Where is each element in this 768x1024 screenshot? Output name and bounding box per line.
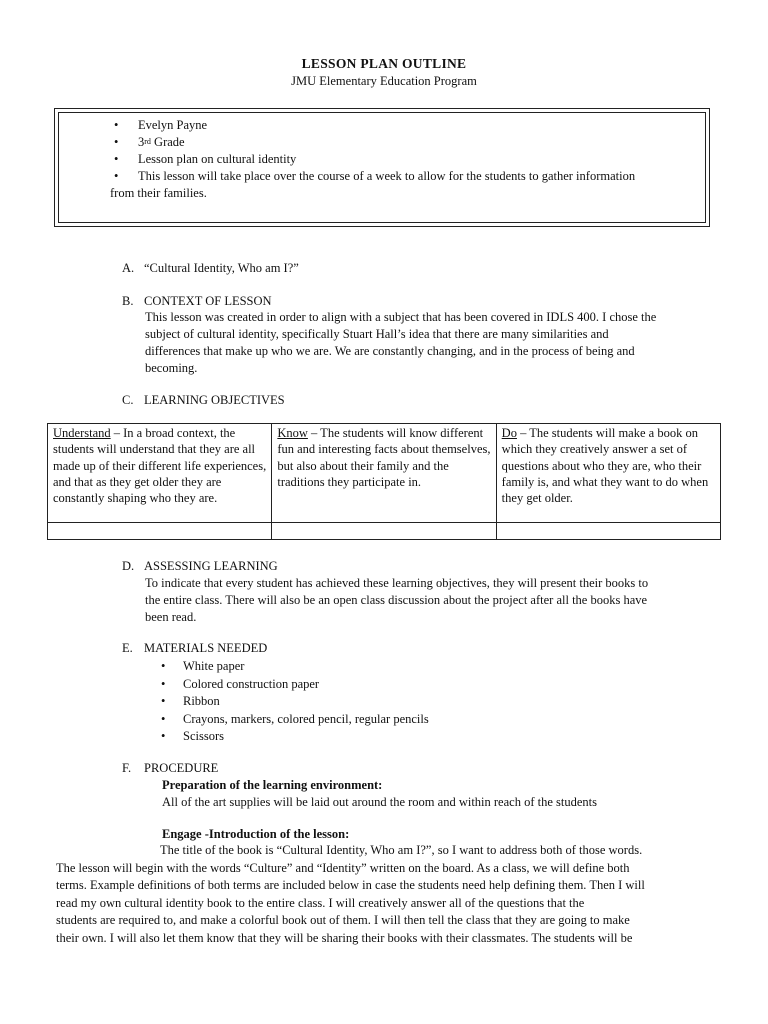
understand-cell bbox=[48, 424, 272, 523]
bullet-icon: • bbox=[161, 659, 166, 673]
document-title: LESSON PLAN OUTLINE bbox=[301, 56, 467, 71]
paragraph-line: their own. I will also let them know that they will be sharing their books with their classmates. The students will be bbox=[56, 930, 633, 945]
grade-suffix: rd bbox=[144, 137, 151, 146]
paragraph-line: been read. bbox=[145, 610, 197, 624]
bullet-icon: • bbox=[161, 729, 166, 744]
author-name: Evelyn Payne bbox=[138, 118, 208, 132]
section-b-paragraph bbox=[145, 309, 715, 377]
info-box bbox=[54, 108, 710, 227]
topic-item bbox=[114, 152, 297, 167]
bullet-icon: • bbox=[114, 118, 119, 132]
duration-item bbox=[114, 169, 636, 184]
bullet-icon: • bbox=[114, 169, 119, 183]
bullet-icon: • bbox=[161, 676, 166, 691]
section-f-title: PROCEDURE bbox=[144, 761, 219, 775]
do-text: – The students will make a book on which they creatively answer a set of questions about who they are, who their family is, and what they want to do when they get older. bbox=[501, 426, 709, 506]
duration-line-2: from their families. bbox=[110, 186, 207, 200]
bullet-icon: • bbox=[161, 711, 166, 726]
material-label: Crayons, markers, colored pencil, regular pencils bbox=[183, 711, 429, 726]
document-subtitle: JMU Elementary Education Program bbox=[291, 74, 477, 88]
section-d-heading bbox=[122, 559, 278, 574]
section-d-paragraph bbox=[145, 575, 715, 626]
list-item bbox=[161, 676, 429, 694]
paragraph-line: students are required to, and make a colorful book out of them. I will then tell the class that they are going to make bbox=[56, 913, 630, 928]
topic-text: Lesson plan on cultural identity bbox=[138, 152, 297, 166]
list-item bbox=[161, 658, 429, 676]
do-cell bbox=[496, 424, 720, 523]
section-f-heading bbox=[122, 761, 218, 776]
paragraph-line: To indicate that every student has achieved these learning objectives, they will present their books to bbox=[145, 576, 649, 590]
know-text: – The students will know different fun and interesting facts about themselves, but also about their family and the traditions they participate in. bbox=[277, 426, 491, 489]
paragraph-line: read my own cultural identity book to the entire class. I will creatively answer all of the questions that the bbox=[56, 895, 585, 910]
material-label: Colored construction paper bbox=[183, 676, 320, 691]
bullet-icon: • bbox=[114, 135, 119, 149]
section-e-title: MATERIALS NEEDED bbox=[144, 641, 268, 655]
know-cell bbox=[272, 424, 496, 523]
section-a-title: “Cultural Identity, Who am I?” bbox=[144, 261, 299, 275]
author-item bbox=[114, 118, 208, 133]
material-label: White paper bbox=[183, 659, 245, 673]
grade-item bbox=[114, 135, 185, 150]
engage-paragraph bbox=[56, 860, 716, 947]
list-item bbox=[161, 728, 429, 746]
duration-line-1: This lesson will take place over the course of a week to allow for the students to gather information bbox=[138, 169, 636, 183]
section-letter: E. bbox=[122, 641, 133, 655]
engage-heading: Engage -Introduction of the lesson: bbox=[162, 827, 350, 841]
paragraph-line: becoming. bbox=[145, 361, 198, 375]
paragraph-line: terms. Example definitions of both terms are included below in case the students need help defining them. Then I will bbox=[56, 878, 645, 893]
section-letter: C. bbox=[122, 393, 134, 407]
section-c-heading bbox=[122, 393, 285, 408]
bullet-icon: • bbox=[161, 694, 166, 709]
learning-objectives-table bbox=[47, 423, 721, 540]
paragraph-line: the entire class. There will also be an open class discussion about the project after all the books have bbox=[145, 593, 648, 607]
table-row bbox=[48, 523, 721, 540]
paragraph-line: The lesson will begin with the words “Culture” and “Identity” written on the board. As a class, we will define both bbox=[56, 861, 630, 875]
know-label: Know bbox=[277, 426, 308, 440]
do-label: Do bbox=[501, 426, 517, 440]
understand-text: – In a broad context, the students will understand that they are all made up of their different life experiences, and that as they get older they are constantly shaping who they are. bbox=[53, 426, 267, 506]
paragraph-line: differences that make up who we are. We are constantly changing, and in the process of being and bbox=[145, 344, 635, 358]
section-a-heading bbox=[122, 261, 299, 276]
section-c-title: LEARNING OBJECTIVES bbox=[144, 393, 285, 407]
section-letter: A. bbox=[122, 261, 135, 275]
list-item bbox=[161, 693, 429, 711]
understand-label: Understand bbox=[53, 426, 111, 440]
section-letter: B. bbox=[122, 294, 134, 308]
bullet-icon: • bbox=[114, 152, 119, 166]
preparation-text: All of the art supplies will be laid out around the room and within reach of the students bbox=[162, 795, 597, 809]
material-label: Scissors bbox=[183, 729, 224, 744]
table-row bbox=[48, 424, 721, 523]
section-b-title: CONTEXT OF LESSON bbox=[144, 294, 272, 308]
materials-list bbox=[161, 658, 429, 746]
section-b-heading bbox=[122, 294, 272, 309]
paragraph-line: subject of cultural identity, specifically Stuart Hall’s idea that there are many similarities and bbox=[145, 327, 609, 341]
engage-first-line: The title of the book is “Cultural Identity, Who am I?”, so I want to address both of those words. bbox=[160, 843, 643, 857]
grade-word: Grade bbox=[150, 135, 185, 149]
section-letter: D. bbox=[122, 559, 135, 573]
paragraph-line: This lesson was created in order to align with a subject that has been covered in IDLS 400. I chose the bbox=[145, 310, 657, 324]
section-letter: F. bbox=[122, 761, 132, 775]
grade-number: 3 bbox=[138, 135, 145, 149]
empty-cell bbox=[48, 523, 272, 540]
empty-cell bbox=[272, 523, 496, 540]
empty-cell bbox=[496, 523, 720, 540]
material-label: Ribbon bbox=[183, 694, 220, 709]
preparation-heading: Preparation of the learning environment: bbox=[162, 778, 383, 792]
section-e-heading bbox=[122, 641, 267, 656]
section-d-title: ASSESSING LEARNING bbox=[144, 559, 278, 573]
list-item bbox=[161, 711, 429, 729]
